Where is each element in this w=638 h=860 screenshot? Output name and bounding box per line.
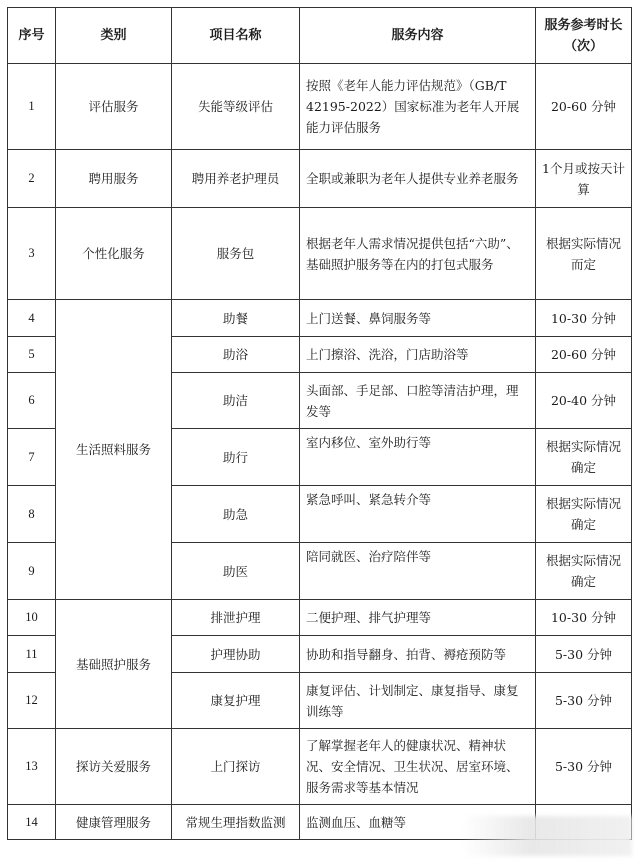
row-no: 14 bbox=[8, 805, 56, 840]
row-no: 7 bbox=[8, 429, 56, 486]
row-duration: 1个月或按天计算 bbox=[536, 150, 632, 208]
row-no: 4 bbox=[8, 300, 56, 337]
row-duration: 20-60 分钟 bbox=[536, 337, 632, 373]
row-no: 10 bbox=[8, 600, 56, 636]
row-item: 排泄护理 bbox=[172, 600, 300, 636]
row-category: 探访关爱服务 bbox=[56, 729, 172, 805]
row-content: 了解掌握老年人的健康状况、精神状况、安全情况、卫生状况、居室环境、服务需求等基本情况 bbox=[300, 729, 536, 805]
row-content: 二便护理、排气护理等 bbox=[300, 600, 536, 636]
row-item: 助行 bbox=[172, 429, 300, 486]
row-item: 助餐 bbox=[172, 300, 300, 337]
row-item: 失能等级评估 bbox=[172, 64, 300, 150]
row-duration: 根据实际情况确定 bbox=[536, 486, 632, 543]
row-no: 9 bbox=[8, 543, 56, 600]
row-no: 13 bbox=[8, 729, 56, 805]
table-row bbox=[8, 300, 632, 337]
row-content: 协助和指导翻身、拍背、褥疮预防等 bbox=[300, 636, 536, 673]
row-no: 11 bbox=[8, 636, 56, 673]
row-content: 上门擦浴、洗浴，门店助浴等 bbox=[300, 337, 536, 373]
row-no: 8 bbox=[8, 486, 56, 543]
row-category: 健康管理服务 bbox=[56, 805, 172, 840]
table-header-row bbox=[8, 8, 632, 64]
row-category: 生活照料服务 bbox=[56, 300, 172, 600]
row-duration: 5-30 分钟 bbox=[536, 673, 632, 729]
row-content: 上门送餐、鼻饲服务等 bbox=[300, 300, 536, 337]
row-category: 评估服务 bbox=[56, 64, 172, 150]
table-row bbox=[8, 600, 632, 636]
row-duration: 根据实际情况确定 bbox=[536, 543, 632, 600]
table-row bbox=[8, 208, 632, 300]
header-content: 服务内容 bbox=[300, 8, 536, 64]
header-duration: 服务参考时长（次） bbox=[536, 8, 632, 64]
row-no: 2 bbox=[8, 150, 56, 208]
row-item: 上门探访 bbox=[172, 729, 300, 805]
row-content: 监测血压、血糖等 bbox=[300, 805, 536, 840]
row-duration: 20-60 分钟 bbox=[536, 64, 632, 150]
header-item: 项目名称 bbox=[172, 8, 300, 64]
row-no: 12 bbox=[8, 673, 56, 729]
row-item: 助医 bbox=[172, 543, 300, 600]
row-duration: 10-30 分钟 bbox=[536, 600, 632, 636]
table-row bbox=[8, 729, 632, 805]
row-content: 按照《老年人能力评估规范》（GB/T 42195-2022）国家标准为老年人开展能力评估服务 bbox=[300, 64, 536, 150]
row-no: 1 bbox=[8, 64, 56, 150]
row-duration: 5-30 分钟 bbox=[536, 729, 632, 805]
row-item: 康复护理 bbox=[172, 673, 300, 729]
row-item: 助浴 bbox=[172, 337, 300, 373]
row-category: 基础照护服务 bbox=[56, 600, 172, 729]
row-duration: 根据实际情况而定 bbox=[536, 208, 632, 300]
row-content: 陪同就医、治疗陪伴等 bbox=[300, 543, 536, 600]
header-no: 序号 bbox=[8, 8, 56, 64]
row-item: 常规生理指数监测 bbox=[172, 805, 300, 840]
row-item: 服务包 bbox=[172, 208, 300, 300]
row-category: 聘用服务 bbox=[56, 150, 172, 208]
row-duration: 10-30 分钟 bbox=[536, 300, 632, 337]
row-duration: 20-40 分钟 bbox=[536, 373, 632, 429]
service-table bbox=[7, 7, 632, 840]
row-content: 紧急呼叫、紧急转介等 bbox=[300, 486, 536, 543]
row-item: 护理协助 bbox=[172, 636, 300, 673]
header-category: 类别 bbox=[56, 8, 172, 64]
row-duration: 根据实际情况确定 bbox=[536, 429, 632, 486]
row-category: 个性化服务 bbox=[56, 208, 172, 300]
row-content: 康复评估、计划制定、康复指导、康复训练等 bbox=[300, 673, 536, 729]
blurred-watermark bbox=[462, 816, 632, 856]
row-no: 6 bbox=[8, 373, 56, 429]
row-content: 根据老年人需求情况提供包括“六助”、基础照护服务等在内的打包式服务 bbox=[300, 208, 536, 300]
table-row bbox=[8, 150, 632, 208]
row-item: 助急 bbox=[172, 486, 300, 543]
row-item: 助洁 bbox=[172, 373, 300, 429]
row-duration: 5-30 分钟 bbox=[536, 636, 632, 673]
row-content: 全职或兼职为老年人提供专业养老服务 bbox=[300, 150, 536, 208]
table-row bbox=[8, 64, 632, 150]
row-content: 头面部、手足部、口腔等清洁护理，理发等 bbox=[300, 373, 536, 429]
row-no: 3 bbox=[8, 208, 56, 300]
row-no: 5 bbox=[8, 337, 56, 373]
row-item: 聘用养老护理员 bbox=[172, 150, 300, 208]
row-content: 室内移位、室外助行等 bbox=[300, 429, 536, 486]
